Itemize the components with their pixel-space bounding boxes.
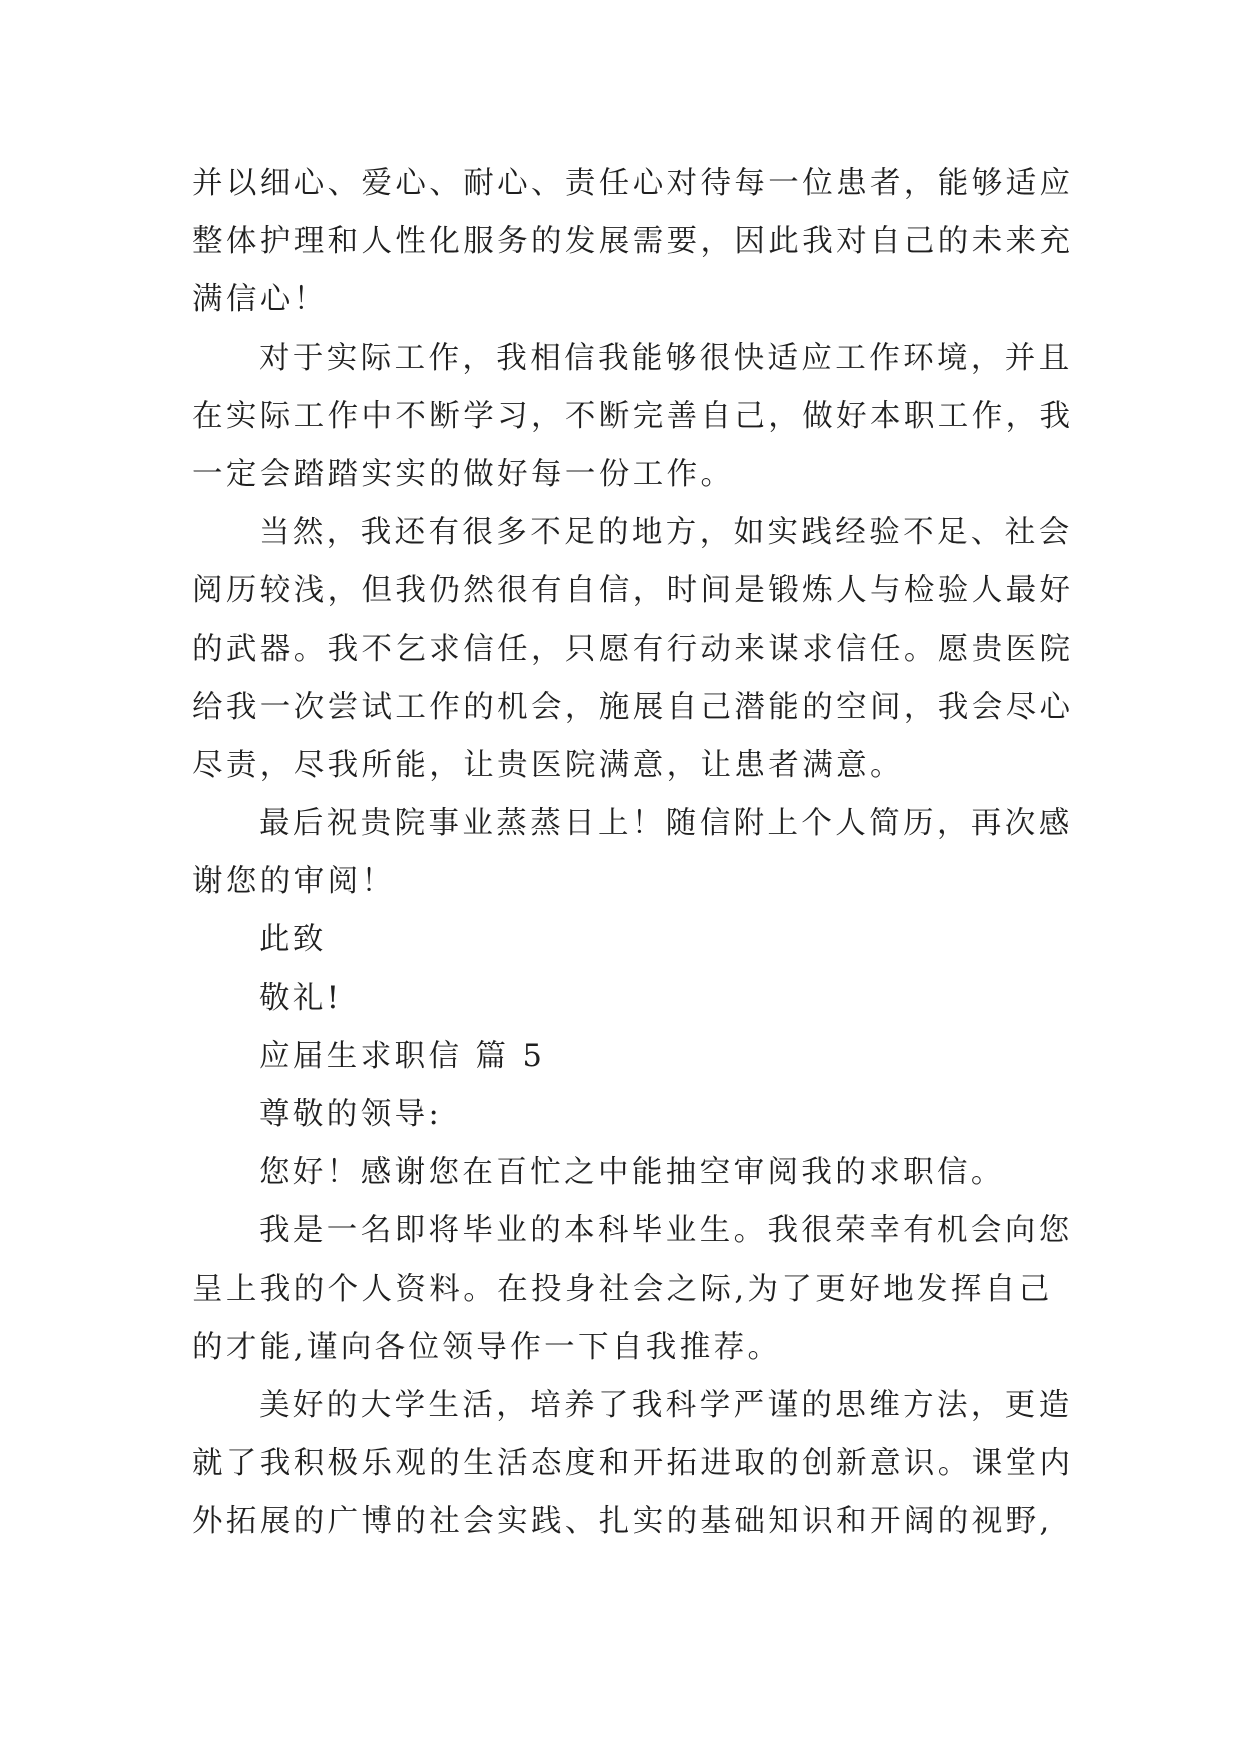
closing-regards: 敬礼! <box>259 980 343 1016</box>
text-line: 最后祝贵院事业蒸蒸日上！随信附上个人简历，再次感 <box>259 806 1073 842</box>
text-line: 外拓展的广博的社会实践、扎实的基础知识和开阔的视野, <box>192 1504 1053 1540</box>
text-line: 谢您的审阅！ <box>192 864 396 900</box>
text-line: 给我一次尝试工作的机会，施展自己潜能的空间，我会尽心 <box>192 689 1074 725</box>
text-line: 美好的大学生活，培养了我科学严谨的思维方法，更造 <box>259 1387 1073 1423</box>
text-line: 的武器。我不乞求信任，只愿有行动来谋求信任。愿贵医院 <box>192 631 1074 667</box>
text-line: 阅历较浅，但我仍然很有自信，时间是锻炼人与检验人最好 <box>192 573 1074 609</box>
letter-greeting: 尊敬的领导: <box>259 1097 443 1132</box>
text-line: 当然，我还有很多不足的地方，如实践经验不足、社会 <box>259 515 1073 551</box>
text-line: 您好！感谢您在百忙之中能抽空审阅我的求职信。 <box>259 1155 1005 1191</box>
text-line: 我是一名即将毕业的本科毕业生。我很荣幸有机会向您 <box>259 1213 1073 1249</box>
text-line: 满信心！ <box>192 282 328 318</box>
text-line: 对于实际工作，我相信我能够很快适应工作环境，并且 <box>259 340 1073 376</box>
text-line: 整体护理和人性化服务的发展需要，因此我对自己的未来充 <box>192 224 1074 260</box>
closing-salutation: 此致 <box>259 922 327 958</box>
section-heading: 应届生求职信 篇 5 <box>259 1038 546 1074</box>
text-line: 呈上我的个人资料。在投身社会之际,为了更好地发挥自己 <box>192 1271 1053 1307</box>
text-line: 在实际工作中不断学习，不断完善自己，做好本职工作，我 <box>192 398 1074 434</box>
text-line: 并以细心、爱心、耐心、责任心对待每一位患者，能够适应 <box>192 166 1074 201</box>
text-line: 就了我积极乐观的生活态度和开拓进取的创新意识。课堂内 <box>192 1446 1074 1482</box>
text-line: 的才能,谨向各位领导作一下自我推荐。 <box>192 1329 782 1365</box>
text-line: 一定会踏踏实实的做好每一份工作。 <box>192 456 735 492</box>
document-body <box>192 155 1074 1552</box>
text-line: 尽责，尽我所能，让贵医院满意，让患者满意。 <box>192 747 904 783</box>
